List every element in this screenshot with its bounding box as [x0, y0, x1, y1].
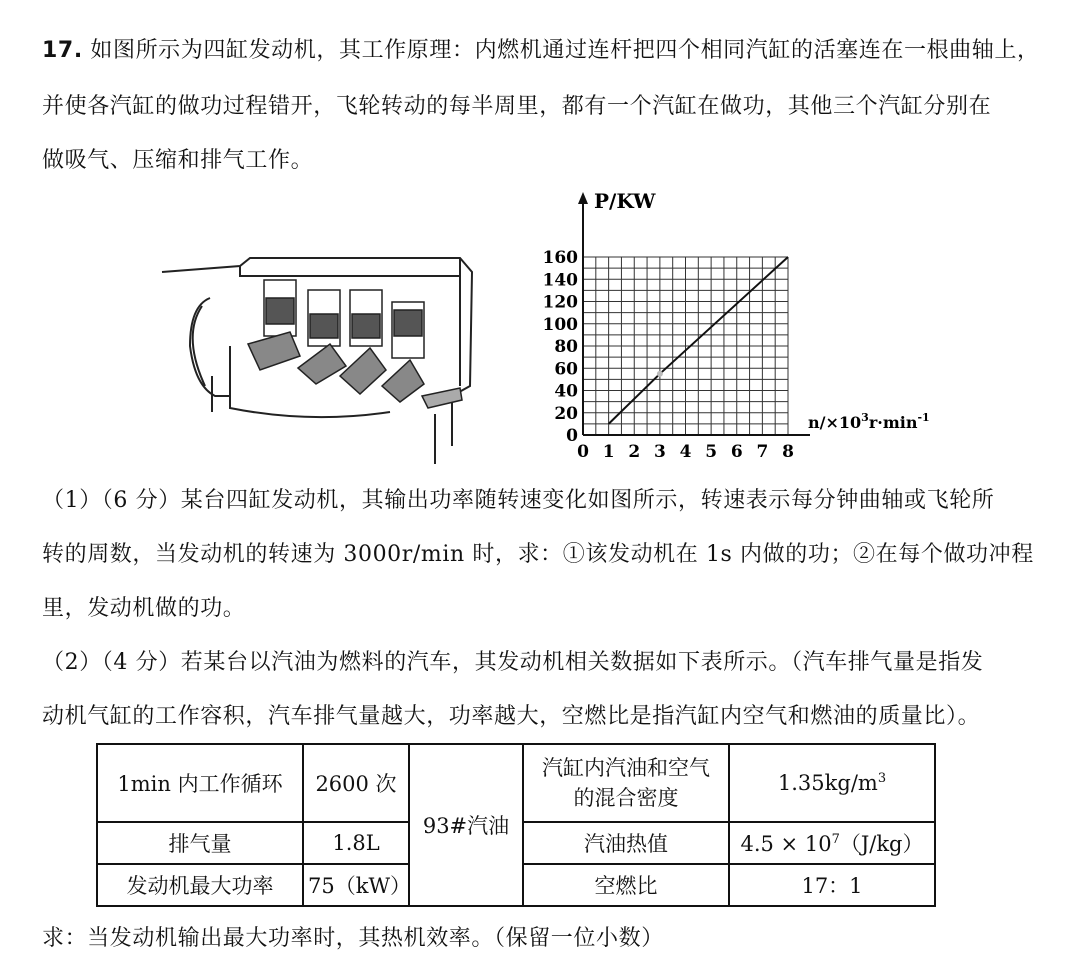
final-question: 求：当发动机输出最大功率时，其热机效率。（保留一位小数）	[42, 926, 664, 951]
part1-line-1: （1）（6 分）某台四缸发动机，其输出功率随转速变化如图所示，转速表示每分钟曲轴或飞轮所	[42, 488, 995, 513]
power-speed-chart	[540, 182, 960, 462]
y-tick-label: 60	[554, 359, 578, 380]
table-cell-max-power-value: 75（kW）	[303, 864, 409, 906]
question-intro-line-1	[42, 36, 1040, 66]
x-axis-label-sup: 3	[861, 411, 869, 424]
x-axis-label-main: n/×10	[808, 413, 862, 432]
y-tick-label: 160	[542, 248, 578, 268]
x-tick-label: 7	[756, 442, 769, 462]
y-tick-labels	[543, 248, 579, 446]
table-cell-displacement-label: 排气量	[97, 822, 303, 864]
y-tick-label: 120	[542, 292, 578, 313]
y-tick-label: 80	[554, 337, 578, 357]
heat-value-exponent: 7	[831, 832, 840, 847]
chart-axes	[583, 198, 810, 435]
table-cell-air-fuel-ratio-value: 17：1	[729, 864, 935, 906]
x-tick-label: 5	[705, 442, 718, 462]
x-tick-label: 8	[782, 442, 794, 462]
question-intro-line-3: 做吸气、压缩和排气工作。	[42, 148, 314, 173]
table-cell-displacement-value: 1.8L	[303, 822, 409, 864]
y-axis-arrow-icon	[578, 192, 588, 204]
part2-line-2: 动机气缸的工作容积，汽车排气量越大，功率越大，空燃比是指汽缸内空气和燃油的质量比）。	[42, 704, 981, 729]
mixture-density-label-line-1: 汽缸内汽油和空气	[542, 756, 710, 780]
mixture-density-label-line-2: 的混合密度	[573, 786, 679, 810]
data-point	[657, 371, 663, 377]
question-intro-line-2: 并使各汽缸的做功过程错开，飞轮转动的每半周里，都有一个汽缸在做功，其他三个汽缸分别在	[42, 94, 992, 119]
table-row	[97, 744, 935, 822]
table-cell-max-power-label: 发动机最大功率	[97, 864, 303, 906]
table-cell-air-fuel-ratio-label: 空燃比	[523, 864, 729, 906]
density-value: 1.35kg/m	[777, 771, 878, 795]
x-tick-label: 1	[602, 442, 615, 462]
x-tick-label: 6	[730, 442, 743, 462]
heat-value-mantissa: 4.5 × 10	[740, 832, 832, 856]
density-unit-sup: 3	[877, 771, 887, 786]
y-tick-label: 0	[566, 426, 578, 446]
engine-data-table	[96, 743, 936, 907]
x-axis-label-unit-sup: -1	[917, 411, 930, 424]
y-tick-label: 140	[542, 270, 578, 291]
four-cylinder-engine-illustration	[160, 236, 490, 468]
table-cell-mixture-density-value	[729, 744, 935, 822]
table-cell-heat-value-label: 汽油热值	[523, 822, 729, 864]
part2-line-1: （2）（4 分）若某台以汽油为燃料的汽车，其发动机相关数据如下表所示。（汽车排气量是指发	[42, 650, 984, 675]
table-cell-work-cycles-label: 1min 内工作循环	[97, 744, 303, 822]
part1-line-2: 转的周数，当发动机的转速为 3000r/min 时，求：①该发动机在 1s 内做的功；②在每个做功冲程	[42, 542, 1034, 567]
y-tick-label: 100	[542, 314, 578, 335]
x-axis-label-unit: r·min	[868, 413, 918, 432]
x-axis-label	[808, 411, 930, 432]
table-cell-mixture-density-label	[523, 744, 729, 822]
y-tick-label: 20	[554, 403, 578, 424]
x-tick-label: 2	[628, 442, 641, 462]
question-number: 17.	[42, 38, 83, 63]
intro-text-1: 如图所示为四缸发动机，其工作原理：内燃机通过连杆把四个相同汽缸的活塞连在一根曲轴上，	[90, 38, 1040, 63]
table-cell-fuel-type: 93#汽油	[409, 744, 523, 906]
y-axis-label: P/KW	[594, 189, 656, 213]
x-tick-labels	[577, 442, 794, 462]
heat-value-unit: （J/kg）	[839, 832, 924, 856]
y-tick-label: 40	[554, 381, 578, 402]
part1-line-3: 里，发动机做的功。	[42, 596, 246, 621]
table-cell-heat-value	[729, 822, 935, 864]
x-tick-label: 0	[577, 442, 589, 462]
table-cell-work-cycles-value: 2600 次	[303, 744, 409, 822]
x-tick-label: 3	[653, 442, 666, 462]
x-tick-label: 4	[679, 442, 692, 462]
